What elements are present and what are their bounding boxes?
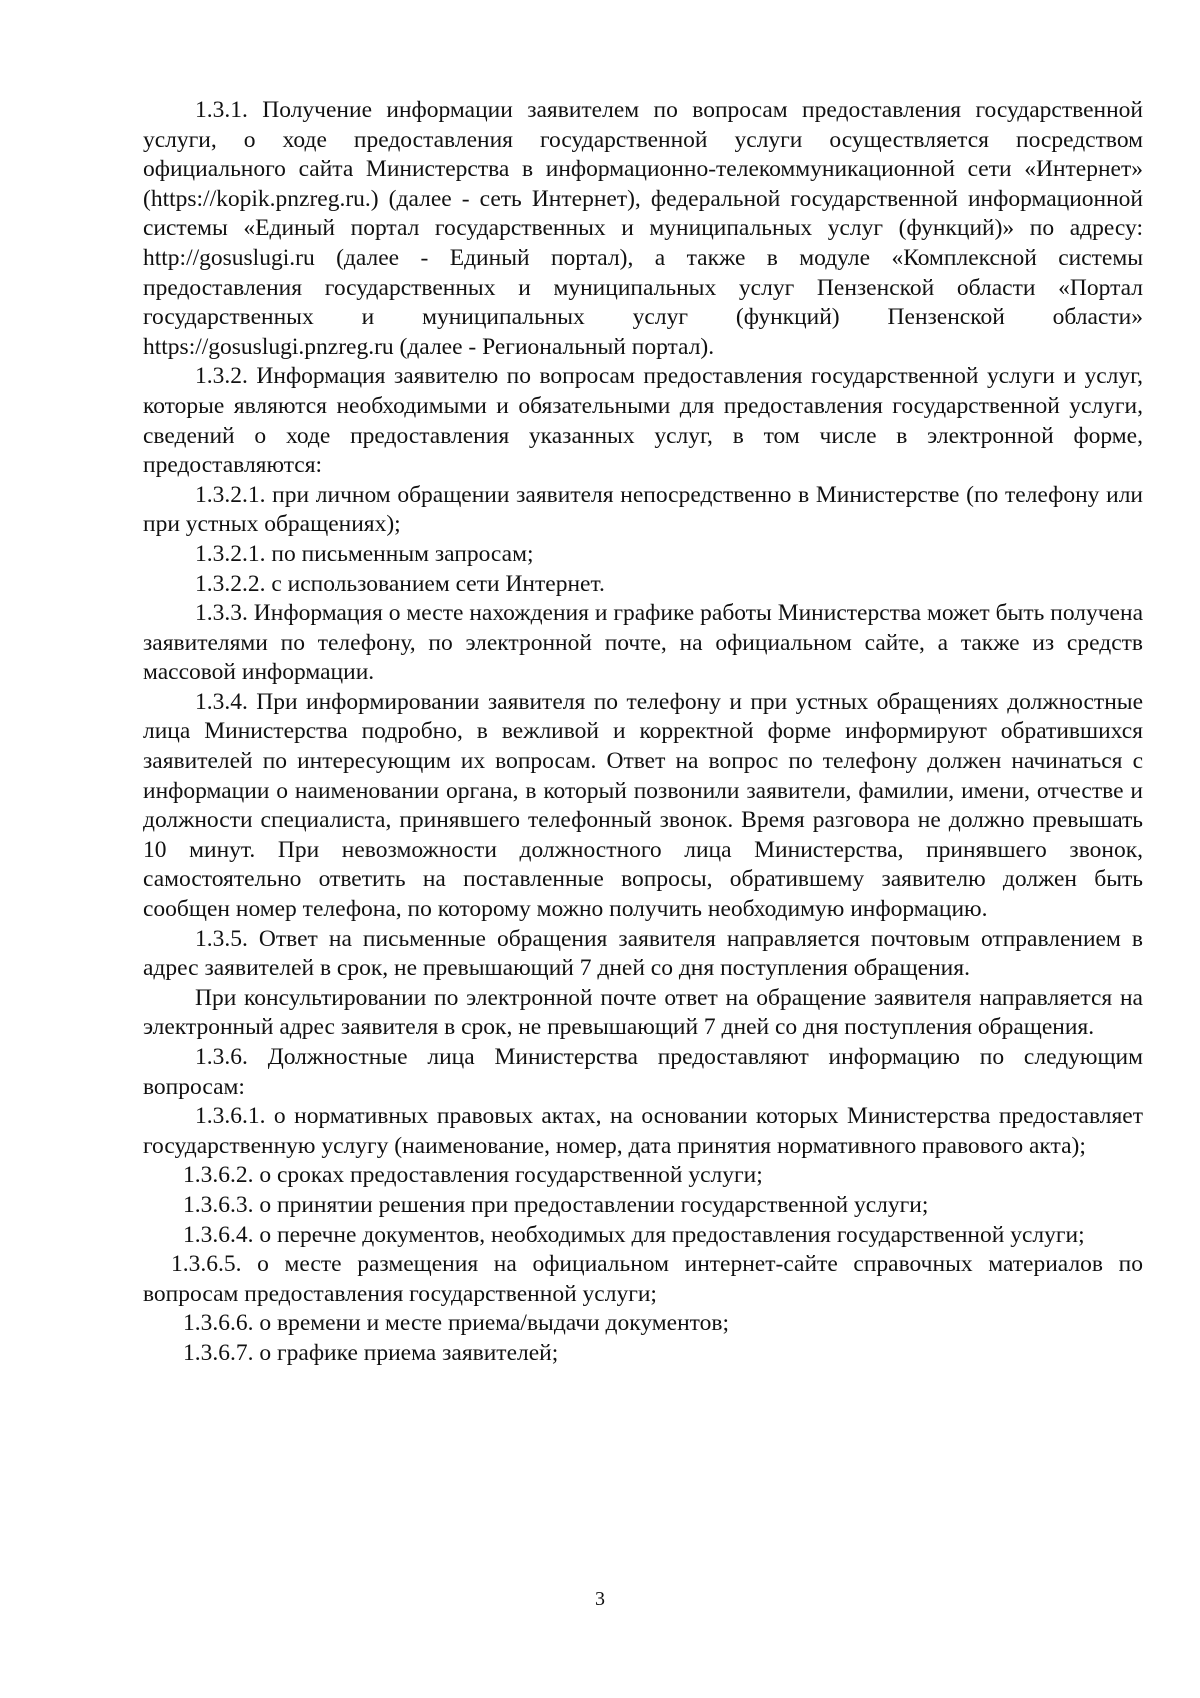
paragraph-1-3-6-2: 1.3.6.2. о сроках предоставления государственной услуги; — [183, 1162, 763, 1189]
paragraph-1-3-1: 1.3.1. Получение информации заявителем по вопросам предоставления государственной услуги, о ходе предоставления государственной услуги осуществляется посредством официального сайта Министерства в информационно-телекоммуникационной сети «Интернет» (https://kopik.pnzreg.ru.) (далее - сеть Интернет), федеральной государственной информационной системы «Единый портал государственных и муниципальных услуг (функций)» по адресу: http://gosuslugi.ru (далее - Единый портал), а также в модуле «Комплексной системы предоставления государственных и муниципальных услуг Пензенской области «Портал государственных и муниципальных услуг (функций) Пензенской области» https://gosuslugi.pnzreg.ru (далее - Региональный портал). — [143, 97, 1143, 360]
paragraph-1-3-6-7: 1.3.6.7. о графике приема заявителей; — [183, 1339, 559, 1366]
page-number: 3 — [595, 1588, 605, 1610]
paragraph-1-3-6: 1.3.6. Должностные лица Министерства предоставляют информацию по следующим вопросам: — [143, 1044, 1143, 1100]
paragraph-1-3-3: 1.3.3. Информация о месте нахождения и графике работы Министерства может быть получена заявителями по телефону, по электронной почте, на официальном сайте, а также из средств массовой информации. — [143, 600, 1143, 686]
paragraph-1-3-5: 1.3.5. Ответ на письменные обращения заявителя направляется почтовым отправлением в адрес заявителей в срок, не превышающий 7 дней со дня поступления обращения. — [143, 925, 1143, 982]
paragraph-1-3-6-3: 1.3.6.3. о принятии решения при предоставлении государственной услуги; — [183, 1191, 929, 1218]
paragraph-1-3-2-1-written: 1.3.2.1. по письменным запросам; — [195, 540, 534, 567]
paragraph-1-3-6-4: 1.3.6.4. о перечне документов, необходимых для предоставления государственной услуги; — [183, 1221, 1085, 1248]
paragraph-1-3-2-2: 1.3.2.2. с использованием сети Интернет. — [195, 570, 605, 597]
document-body — [143, 96, 1143, 1369]
paragraph-1-3-6-1: 1.3.6.1. о нормативных правовых актах, на основании которых Министерства предоставляет государственную услугу (наименование, номер, дата принятия нормативного правового акта); — [143, 1103, 1143, 1159]
paragraph-1-3-6-5: 1.3.6.5. о месте размещения на официальном интернет-сайте справочных материалов по вопросам предоставления государственной услуги; — [143, 1251, 1143, 1307]
paragraph-1-3-2: 1.3.2. Информация заявителю по вопросам предоставления государственной услуги и услуг, которые являются необходимыми и обязательными для предоставления государственной услуги, сведений о ходе предоставления указанных услуг, в том числе в электронной форме, предоставляются: — [143, 363, 1143, 479]
paragraph-1-3-6-6: 1.3.6.6. о времени и месте приема/выдачи документов; — [183, 1310, 729, 1337]
paragraph-email-consulting: При консультировании по электронной почте ответ на обращение заявителя направляется на электронный адрес заявителя в срок, не превышающий 7 дней со дня поступления обращения. — [143, 984, 1143, 1041]
paragraph-1-3-2-1-personal: 1.3.2.1. при личном обращении заявителя непосредственно в Министерстве (по телефону или при устных обращениях); — [143, 481, 1143, 538]
paragraph-1-3-4: 1.3.4. При информировании заявителя по телефону и при устных обращениях должностные лица Министерства подробно, в вежливой и корректной форме информируют обратившихся заявителей по интересующим их вопросам. Ответ на вопрос по телефону должен начинаться с информации о наименовании органа, в который позвонили заявители, фамилии, имени, отчестве и должности специалиста, принявшего телефонный звонок. Время разговора не должно превышать 10 минут. При невозможности должностного лица Министерства, принявшего звонок, самостоятельно ответить на поставленные вопросы, обратившему заявителю должен быть сообщен номер телефона, по которому можно получить необходимую информацию. — [143, 688, 1143, 923]
